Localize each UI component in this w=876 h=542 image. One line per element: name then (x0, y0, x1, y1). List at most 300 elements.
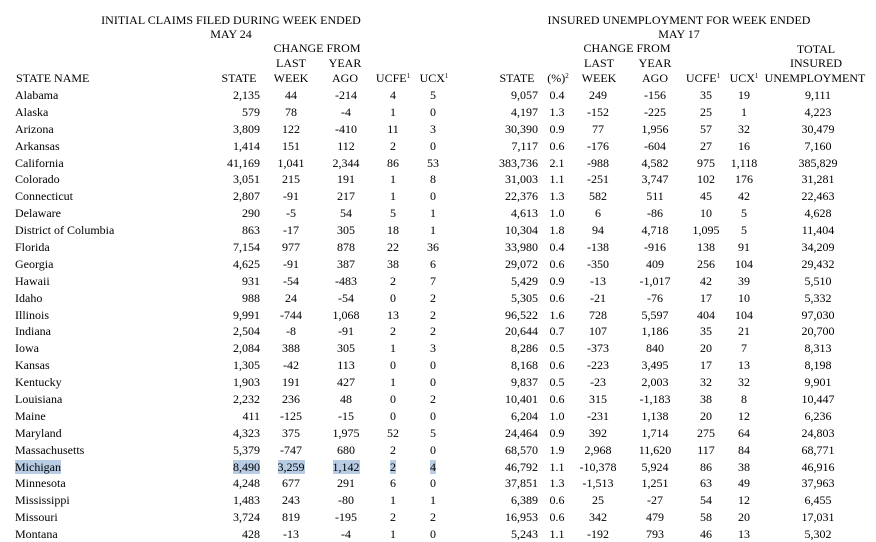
cell-ic-state: 579 (242, 104, 260, 119)
cell-iu-pct: 1.1 (549, 459, 565, 474)
cell-ic-ucfe: 0 (390, 392, 396, 407)
cell-ic-year: 427 (337, 375, 355, 390)
cell-ic-week: -13 (283, 527, 299, 542)
cell-ic-ucfe: 2 (390, 442, 396, 457)
state-name-cell: Michigan (15, 459, 61, 474)
cell-ic-year: 54 (340, 206, 352, 221)
cell-iu-ucfe: 27 (700, 138, 712, 153)
cell-ic-ucfe: 2 (390, 273, 396, 288)
cell-ic-ucfe: 2 (390, 459, 396, 474)
cell-iu-year: 5,924 (641, 459, 669, 474)
state-name-cell: Montana (15, 527, 58, 542)
unemployment-header: UNEMPLOYMENT (764, 71, 866, 85)
cell-iu-pct: 0.4 (549, 88, 565, 102)
cell-iu-ucx: 38 (738, 459, 750, 474)
cell-ic-ucx: 2 (430, 510, 436, 525)
cell-total: 11,404 (801, 223, 835, 238)
cell-ic-ucfe: 2 (390, 324, 396, 339)
cell-iu-pct: 0.6 (549, 138, 565, 153)
cell-iu-ucfe: 102 (697, 172, 715, 187)
cell-ic-ucx: 1 (430, 206, 436, 221)
cell-ic-ucfe: 1 (390, 104, 396, 119)
cell-iu-ucfe: 38 (700, 392, 712, 407)
cell-ic-ucfe: 5 (390, 206, 396, 221)
cell-iu-state: 20,644 (505, 324, 538, 339)
insured-date: MAY 17 (658, 27, 700, 41)
table-row (0, 525, 876, 542)
cell-iu-ucx: 39 (738, 273, 750, 288)
state-name-cell: Delaware (15, 206, 61, 221)
cell-ic-week: 677 (282, 476, 300, 491)
cell-iu-ucfe: 20 (700, 408, 712, 423)
cell-total: 9,901 (804, 375, 832, 390)
cell-ic-ucx: 2 (430, 290, 436, 305)
cell-ic-year: 2,344 (332, 155, 360, 170)
cell-ic-ucfe: 1 (390, 341, 396, 356)
cell-iu-ucfe: 10 (700, 206, 712, 221)
cell-iu-year: 4,718 (641, 223, 669, 238)
cell-iu-state: 6,204 (511, 408, 538, 423)
cell-iu-week: 582 (589, 189, 607, 204)
cell-iu-pct: 0.6 (549, 392, 565, 407)
cell-ic-ucfe: 1 (390, 189, 396, 204)
cell-total: 8,198 (804, 358, 832, 373)
cell-total: 17,031 (801, 510, 835, 525)
cell-ic-state: 428 (242, 527, 260, 542)
cell-ic-week: 122 (282, 121, 300, 136)
cell-iu-year: 1,956 (641, 121, 669, 136)
cell-iu-week: 392 (589, 425, 607, 440)
cell-iu-ucx: 84 (738, 442, 750, 457)
cell-iu-pct: 1.6 (549, 307, 565, 322)
cell-iu-week: -1,513 (582, 476, 614, 491)
table-row (0, 170, 876, 187)
cell-iu-pct: 1.3 (549, 104, 565, 119)
cell-total: 34,209 (801, 240, 835, 255)
cell-iu-year: 4,582 (641, 155, 669, 170)
cell-total: 31,281 (801, 172, 835, 187)
insured-last-label: LAST (584, 56, 614, 70)
cell-total: 20,700 (801, 324, 835, 339)
cell-ic-ucx: 0 (430, 104, 436, 119)
cell-iu-ucx: 12 (738, 408, 750, 423)
state-name-header: STATE NAME (16, 71, 90, 85)
cell-iu-ucx: 5 (741, 206, 747, 221)
cell-iu-ucfe: 138 (697, 240, 715, 255)
cell-total: 10,447 (801, 392, 835, 407)
cell-ic-state: 290 (242, 206, 260, 221)
cell-ic-week: 24 (285, 290, 297, 305)
cell-ic-state: 3,809 (233, 121, 260, 136)
cell-iu-ucfe: 17 (700, 358, 712, 373)
cell-iu-week: -350 (587, 256, 609, 271)
cell-iu-pct: 0.9 (549, 121, 565, 136)
cell-ic-year: -80 (338, 493, 354, 508)
cell-iu-pct: 0.6 (549, 358, 565, 373)
cell-ic-week: 236 (282, 392, 300, 407)
table-row (0, 339, 876, 356)
cell-iu-year: -76 (647, 290, 663, 305)
cell-iu-year: 511 (646, 189, 664, 204)
initial-state-header: STATE (221, 71, 257, 85)
cell-ic-ucfe: 1 (390, 527, 396, 542)
cell-ic-year: -15 (338, 408, 354, 423)
cell-iu-ucfe: 256 (697, 256, 715, 271)
cell-ic-ucfe: 2 (390, 510, 396, 525)
cell-iu-week: -10,378 (579, 459, 617, 474)
cell-ic-ucfe: 1 (390, 375, 396, 390)
cell-iu-year: -156 (644, 88, 666, 102)
cell-iu-ucfe: 975 (697, 155, 715, 170)
cell-iu-pct: 0.9 (549, 273, 565, 288)
cell-ic-week: 388 (282, 341, 300, 356)
cell-iu-year: 1,138 (641, 408, 669, 423)
initial-claims-date: MAY 24 (210, 27, 252, 41)
cell-ic-state: 5,379 (233, 442, 260, 457)
cell-iu-ucx: 42 (738, 189, 750, 204)
cell-ic-state: 4,323 (233, 425, 260, 440)
cell-ic-ucfe: 52 (387, 425, 399, 440)
cell-ic-week: -91 (283, 256, 299, 271)
insured-ago-header: AGO (642, 71, 668, 85)
cell-iu-year: -1,017 (639, 273, 671, 288)
cell-ic-ucx: 2 (430, 307, 436, 322)
cell-iu-ucfe: 45 (700, 189, 712, 204)
state-name-cell: Maryland (15, 425, 62, 440)
table-row (0, 508, 876, 525)
cell-iu-year: -86 (647, 206, 663, 221)
cell-ic-year: 305 (337, 341, 355, 356)
state-name-cell: Arizona (15, 121, 54, 136)
cell-iu-week: 2,968 (584, 442, 612, 457)
cell-total: 30,479 (801, 121, 835, 136)
cell-iu-year: -27 (647, 493, 663, 508)
cell-iu-state: 9,837 (511, 375, 538, 390)
cell-ic-state: 41,169 (227, 155, 260, 170)
cell-ic-week: 977 (282, 240, 300, 255)
state-name-cell: Hawaii (15, 273, 50, 288)
cell-ic-ucfe: 22 (387, 240, 399, 255)
cell-iu-week: 728 (589, 307, 607, 322)
cell-ic-state: 2,135 (233, 88, 260, 102)
state-name-cell: Indiana (15, 324, 51, 339)
state-name-cell: Minnesota (15, 476, 66, 491)
cell-total: 4,628 (804, 206, 832, 221)
state-name-cell: Kansas (15, 358, 50, 373)
cell-ic-ucfe: 0 (390, 290, 396, 305)
cell-iu-week: -251 (587, 172, 609, 187)
cell-iu-state: 46,792 (505, 459, 538, 474)
cell-iu-ucx: 5 (741, 223, 747, 238)
cell-iu-year: 840 (646, 341, 664, 356)
table-row (0, 204, 876, 221)
cell-ic-year: 112 (337, 138, 355, 153)
cell-iu-week: 249 (589, 88, 607, 102)
table-row (0, 255, 876, 272)
cell-ic-ucx: 4 (430, 459, 436, 474)
cell-ic-ucx: 7 (430, 273, 436, 288)
cell-ic-week: -744 (280, 307, 302, 322)
cell-iu-state: 6,389 (511, 493, 538, 508)
cell-iu-state: 96,522 (505, 307, 538, 322)
cell-ic-ucx: 5 (430, 88, 436, 102)
cell-ic-state: 863 (242, 223, 260, 238)
cell-ic-state: 9,991 (233, 307, 260, 322)
cell-ic-state: 7,154 (233, 240, 260, 255)
cell-iu-state: 5,243 (511, 527, 538, 542)
cell-iu-ucx: 104 (735, 307, 753, 322)
cell-iu-pct: 1.1 (549, 527, 565, 542)
cell-ic-year: 113 (337, 358, 355, 373)
insured-ucx-header: UCX$^1$ (729, 71, 759, 85)
state-name-cell: Missouri (15, 510, 58, 525)
cell-ic-state: 1,414 (233, 138, 260, 153)
cell-total: 7,160 (804, 138, 832, 153)
cell-ic-week: -42 (283, 358, 299, 373)
cell-ic-week: 78 (285, 104, 297, 119)
cell-ic-ucfe: 13 (387, 307, 399, 322)
cell-total: 6,236 (804, 408, 832, 423)
insured-week-header: WEEK (581, 71, 617, 85)
cell-ic-state: 4,625 (233, 256, 260, 271)
cell-iu-week: -988 (587, 155, 609, 170)
cell-iu-week: 25 (592, 493, 604, 508)
cell-iu-ucfe: 35 (700, 324, 712, 339)
cell-iu-year: -916 (644, 240, 666, 255)
cell-ic-year: -214 (335, 88, 357, 102)
cell-total: 46,916 (801, 459, 835, 474)
cell-total: 24,803 (801, 425, 835, 440)
cell-ic-ucfe: 38 (387, 256, 399, 271)
table-row (0, 322, 876, 339)
cell-ic-state: 3,724 (233, 510, 260, 525)
cell-iu-week: -176 (587, 138, 609, 153)
cell-iu-pct: 0.6 (549, 256, 565, 271)
cell-total: 9,111 (804, 88, 832, 102)
cell-iu-state: 7,117 (511, 138, 538, 153)
cell-iu-ucfe: 86 (700, 459, 712, 474)
cell-ic-state: 931 (242, 273, 260, 288)
insured-header: INSURED (789, 56, 842, 70)
cell-ic-ucfe: 2 (390, 138, 396, 153)
state-name-cell: Kentucky (15, 375, 62, 390)
cell-ic-state: 2,504 (233, 324, 260, 339)
cell-iu-week: 342 (589, 510, 607, 525)
insured-year-label: YEAR (638, 56, 672, 70)
cell-ic-week: 243 (282, 493, 300, 508)
cell-total: 68,771 (801, 442, 835, 457)
cell-iu-week: 315 (589, 392, 607, 407)
cell-ic-ucfe: 11 (387, 121, 399, 136)
cell-iu-ucx: 8 (741, 392, 747, 407)
cell-ic-week: -125 (280, 408, 302, 423)
table-row (0, 289, 876, 306)
state-name-cell: Alabama (15, 88, 59, 102)
cell-ic-week: -17 (283, 223, 299, 238)
table-row (0, 272, 876, 289)
cell-iu-ucx: 91 (738, 240, 750, 255)
cell-iu-ucx: 32 (738, 375, 750, 390)
state-name-cell: Georgia (15, 256, 54, 271)
state-name-cell: Florida (15, 240, 50, 255)
cell-iu-ucx: 20 (738, 510, 750, 525)
cell-ic-ucfe: 0 (390, 358, 396, 373)
cell-iu-year: -1,183 (639, 392, 671, 407)
cell-ic-state: 988 (242, 290, 260, 305)
cell-iu-year: 2,003 (641, 375, 669, 390)
cell-iu-ucx: 49 (738, 476, 750, 491)
cell-ic-state: 2,232 (233, 392, 260, 407)
cell-ic-ucx: 6 (430, 256, 436, 271)
cell-iu-year: 3,495 (641, 358, 669, 373)
cell-iu-state: 5,305 (511, 290, 538, 305)
cell-iu-pct: 0.4 (549, 240, 565, 255)
cell-ic-week: 44 (285, 88, 297, 102)
cell-total: 97,030 (801, 307, 835, 322)
cell-iu-ucfe: 35 (700, 88, 712, 102)
cell-ic-year: 191 (337, 172, 355, 187)
cell-ic-ucx: 0 (430, 527, 436, 542)
cell-total: 385,829 (798, 155, 838, 170)
initial-claims-title: INITIAL CLAIMS FILED DURING WEEK ENDED (101, 13, 361, 27)
state-name-cell: Maine (15, 408, 46, 423)
cell-iu-ucx: 104 (735, 256, 753, 271)
cell-iu-state: 5,429 (511, 273, 538, 288)
initial-last-label: LAST (276, 56, 306, 70)
state-name-cell: Idaho (15, 290, 43, 305)
cell-ic-year: 1,068 (332, 307, 360, 322)
cell-iu-state: 9,057 (511, 88, 538, 102)
cell-ic-week: 1,041 (277, 155, 305, 170)
table-row (0, 424, 876, 441)
state-name-cell: District of Columbia (15, 223, 115, 238)
cell-iu-state: 33,980 (505, 240, 538, 255)
cell-iu-year: -604 (644, 138, 666, 153)
table-row (0, 238, 876, 255)
cell-ic-year: 1,975 (332, 425, 360, 440)
cell-ic-ucx: 0 (430, 189, 436, 204)
cell-iu-week: -231 (587, 408, 609, 423)
cell-iu-pct: 1.8 (549, 223, 565, 238)
cell-iu-ucx: 64 (738, 425, 750, 440)
cell-ic-week: -5 (286, 206, 296, 221)
cell-iu-ucfe: 32 (700, 375, 712, 390)
cell-total: 5,332 (804, 290, 832, 305)
cell-ic-ucfe: 6 (390, 476, 396, 491)
cell-ic-state: 4,248 (233, 476, 260, 491)
cell-ic-state: 1,483 (233, 493, 260, 508)
initial-ucfe-header: UCFE$^1$ (375, 71, 411, 85)
state-name-cell: Arkansas (15, 138, 60, 153)
cell-iu-ucfe: 63 (700, 476, 712, 491)
cell-iu-ucx: 16 (738, 138, 750, 153)
cell-ic-ucx: 1 (430, 223, 436, 238)
cell-ic-year: 291 (337, 476, 355, 491)
cell-ic-ucx: 5 (430, 425, 436, 440)
cell-total: 37,963 (801, 476, 835, 491)
table-row (0, 356, 876, 373)
cell-ic-ucx: 0 (430, 442, 436, 457)
table-row (0, 86, 876, 103)
table-row (0, 458, 876, 475)
cell-ic-ucfe: 4 (390, 88, 396, 102)
cell-ic-week: -91 (283, 189, 299, 204)
cell-iu-week: -373 (587, 341, 609, 356)
initial-ago-header: AGO (332, 71, 358, 85)
state-name-cell: Louisiana (15, 392, 63, 407)
cell-iu-week: -23 (590, 375, 606, 390)
cell-ic-week: 375 (282, 425, 300, 440)
cell-ic-ucx: 8 (430, 172, 436, 187)
cell-ic-week: 151 (282, 138, 300, 153)
cell-iu-pct: 0.6 (549, 290, 565, 305)
initial-week-header: WEEK (273, 71, 309, 85)
cell-iu-ucfe: 1,095 (692, 223, 720, 238)
state-name-cell: Alaska (15, 104, 49, 119)
cell-iu-pct: 1.3 (549, 189, 565, 204)
cell-ic-state: 1,903 (233, 375, 260, 390)
cell-iu-week: -138 (587, 240, 609, 255)
cell-total: 5,510 (804, 273, 832, 288)
cell-iu-week: -223 (587, 358, 609, 373)
cell-ic-ucx: 53 (427, 155, 439, 170)
cell-iu-pct: 1.0 (549, 408, 565, 423)
state-name-cell: Iowa (15, 341, 39, 356)
cell-iu-ucx: 176 (735, 172, 753, 187)
cell-ic-year: 680 (337, 442, 355, 457)
initial-ucx-header: UCX$^1$ (419, 71, 449, 85)
cell-iu-week: -192 (587, 527, 609, 542)
cell-ic-state: 2,807 (233, 189, 260, 204)
cell-iu-state: 30,390 (505, 121, 538, 136)
cell-iu-state: 4,613 (511, 206, 538, 221)
cell-iu-ucfe: 117 (697, 442, 715, 457)
cell-iu-year: 1,714 (641, 425, 669, 440)
cell-ic-ucfe: 18 (387, 223, 399, 238)
table-row (0, 137, 876, 154)
cell-iu-ucx: 13 (738, 527, 750, 542)
insured-change-from: CHANGE FROM (583, 41, 671, 55)
insured-title: INSURED UNEMPLOYMENT FOR WEEK ENDED (547, 13, 811, 27)
table-row (0, 187, 876, 204)
cell-total: 8,313 (804, 341, 832, 356)
cell-iu-state: 68,570 (505, 442, 538, 457)
cell-ic-year: 387 (337, 256, 355, 271)
cell-ic-ucx: 3 (430, 121, 436, 136)
cell-ic-ucx: 36 (427, 240, 439, 255)
cell-iu-ucfe: 57 (700, 121, 712, 136)
cell-iu-week: 107 (589, 324, 607, 339)
cell-ic-year: 878 (337, 240, 355, 255)
cell-iu-year: -225 (644, 104, 666, 119)
cell-iu-ucfe: 54 (700, 493, 712, 508)
cell-ic-state: 411 (242, 408, 260, 423)
cell-iu-pct: 0.6 (549, 493, 565, 508)
cell-ic-year: -483 (335, 273, 357, 288)
cell-iu-week: -152 (587, 104, 609, 119)
table-row (0, 491, 876, 508)
table-row (0, 120, 876, 137)
initial-change-from: CHANGE FROM (273, 41, 361, 55)
cell-total: 5,302 (804, 527, 832, 542)
cell-iu-pct: 0.5 (549, 375, 565, 390)
table-row (0, 441, 876, 458)
cell-iu-pct: 0.7 (549, 324, 565, 339)
cell-iu-ucfe: 20 (700, 341, 712, 356)
cell-iu-ucfe: 17 (700, 290, 712, 305)
cell-iu-state: 24,464 (505, 425, 538, 440)
cell-iu-year: 5,597 (641, 307, 669, 322)
